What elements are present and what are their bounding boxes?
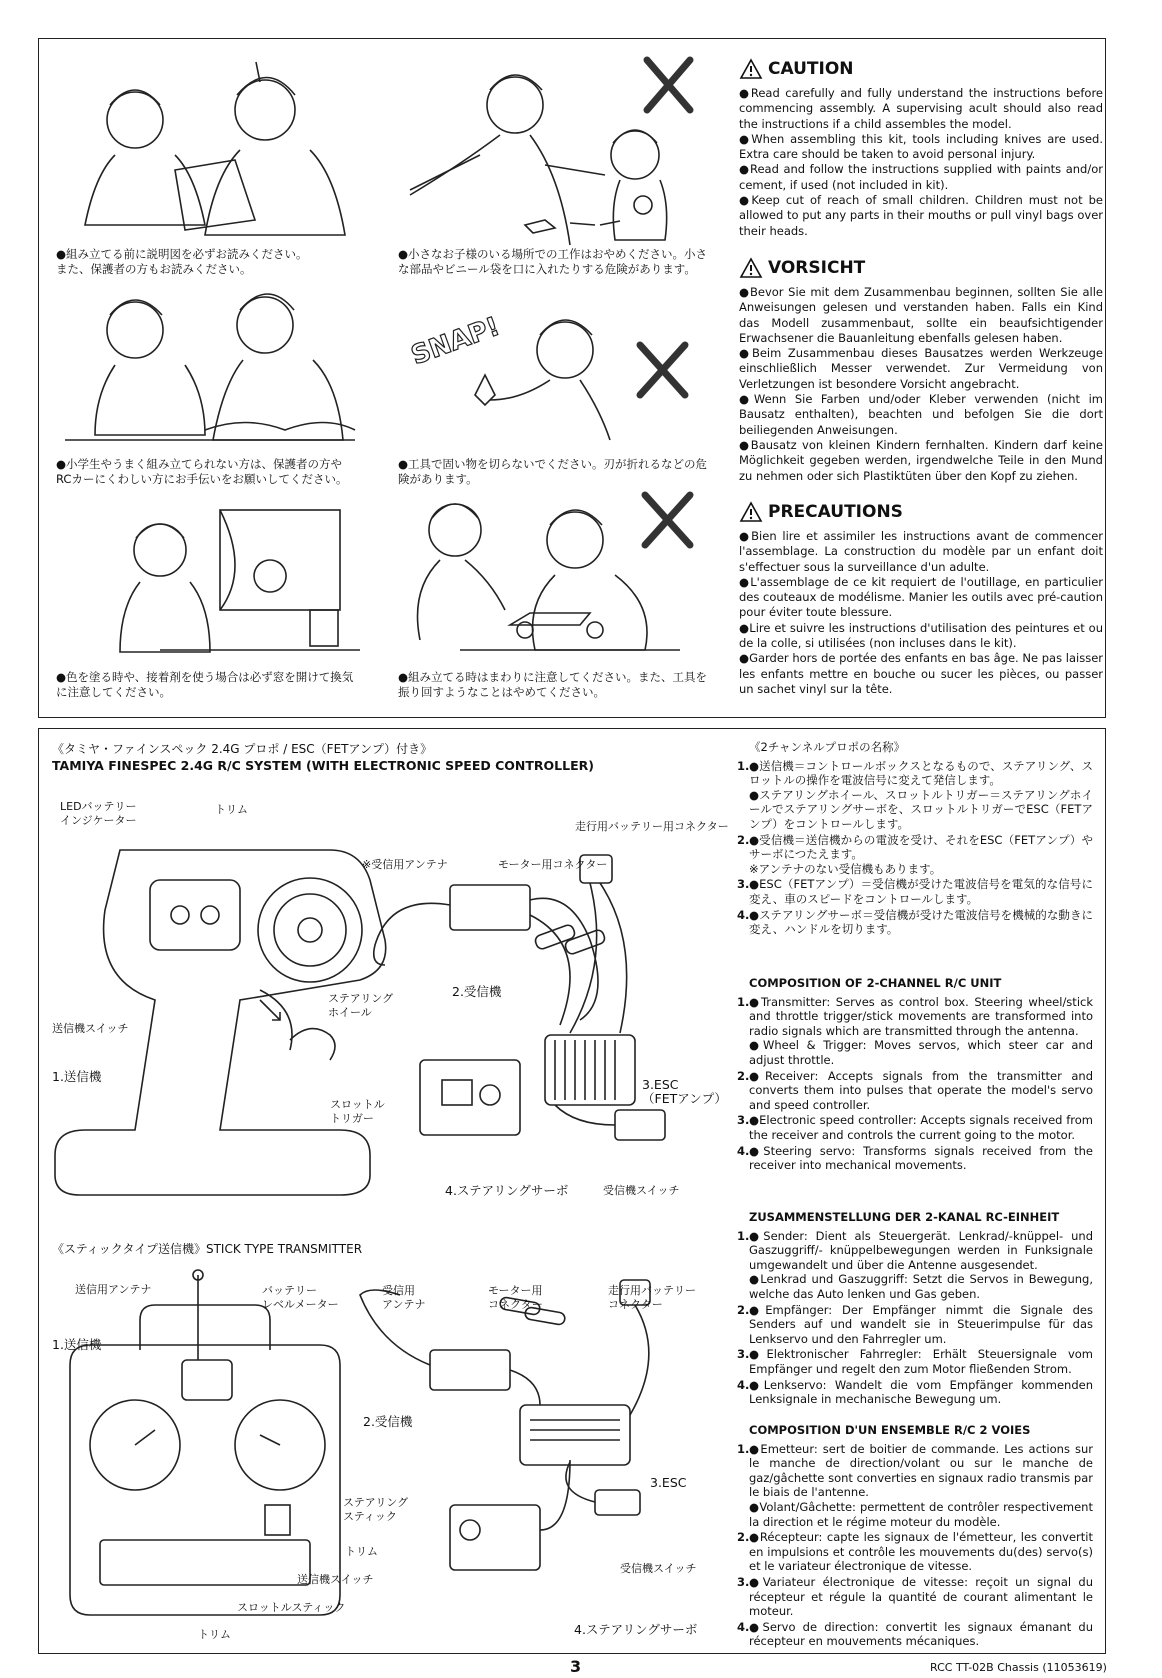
section-jp [737,740,1093,938]
list-item: 4. ●Steering servo: Transforms signals received from the receiver into mechanical movements. [737,1143,1093,1173]
vorsicht-item: ●Beim Zusammenbau dieses Bausatzes werden Werkzeuge einschließlich Messer verwendet. Zur Vermeidung von Verletzungen ist besondere Vorsicht angebracht. [739,346,1103,391]
list-item: 3. ●Variateur électronique de vitesse: reçoit un signal du récepteur et régule la quantité de courant alimentant le moteur. [737,1574,1093,1619]
precautions-item: ●L'assemblage de ce kit requiert de l'outillage, en particulier des couteaux de modélisme. Manier les outils avec pré-caution pour éviter toute blessure. [739,574,1103,620]
model-code: RCC TT-02B Chassis (11053619) [930,1661,1107,1674]
section-jp-title: 《2チャンネルプロポの名称》 [749,740,906,754]
section-fr-title: COMPOSITION D'UN ENSEMBLE R/C 2 VOIES [749,1423,1031,1437]
label-steering-stick: ステアリング スティック [343,1496,409,1523]
label-throttle-trigger: スロットル トリガー [330,1098,385,1125]
label-receiver-2: 2.受信機 [363,1414,413,1429]
list-item: 3. ●Elektronischer Fahrregler: Erhält Steuersignale vom Empfänger und regelt den zum Motor fließenden Strom. [737,1347,1093,1376]
label-steering-wheel: ステアリング ホイール [328,992,394,1019]
label-battery-connector-2: 走行用バッテリー コネクター [608,1284,696,1311]
label-esc-2: 3.ESC [650,1475,687,1490]
label-trim-2: トリム [198,1628,231,1641]
illustration-snapping-tool [400,295,700,445]
list-item: 4. ●ステアリングサーボ＝受信機が受けた電波信号を機械的な動きに変え、ハンドルを切ります。 [737,907,1093,937]
label-steering-servo-2: 4.ステアリングサーボ [574,1622,698,1637]
precautions-item: ●Lire et suivre les instructions d'utilisation des peintures et ou de la colle, si utilisées (non incluses dans le kit). [739,620,1103,651]
vorsicht-body [739,285,1103,484]
illustration-read-instructions [55,60,355,240]
cross-icon [640,345,685,395]
precautions-heading [740,502,903,522]
stick-title: 《スティックタイプ送信機》STICK TYPE TRANSMITTER [52,1242,363,1256]
list-item: 1. ●送信機＝コントロールボックスとなるもので、ステアリング、スロットルの操作を電波信号に変えて発信します。 ●ステアリングホイール、スロットルトリガー＝ステアリングホイールでステアリングサーボを、スロットルトリガーでESC（FETアンプ）をコントロールします。 [737,758,1093,831]
label-tx-antenna: 送信用アンテナ [75,1283,152,1296]
label-rx-switch-2: 受信機スイッチ [620,1562,697,1575]
warning-triangle-icon [740,59,762,79]
label-motor-connector-2: モーター用 コネクター [488,1284,543,1311]
list-item: 3. ●ESC（FETアンプ）＝受信機が受けた電波信号を電気的な信号に変え、車のスピードをコントロールします。 [737,877,1093,906]
label-throttle-stick: スロットルスティック [237,1601,346,1614]
caution-heading [740,59,854,79]
list-item: 1. ●Transmitter: Serves as control box. Steering wheel/stick and throttle trigger/stick movements are transformed into radio signals which are transmitted through the antenna. ●Wheel & Trigger: Moves servos, which steer car and adjust throttle. [737,994,1093,1067]
caution-item: ●Read carefully and fully understand the instructions before commencing assembly. A supervising acult should also read the instructions if a child assembles the model. [739,86,1103,131]
system-title-jp: 《タミヤ・ファインスペック 2.4G プロポ / ESC（FETアンプ）付き》 [52,742,433,756]
list-item: 4. ●Servo de direction: convertit les signaux émanant du récepteur en mouvements mécaniques. [737,1619,1093,1649]
caution-title: CAUTION [768,59,854,79]
system-title-en: TAMIYA FINESPEC 2.4G R/C SYSTEM (WITH ELECTRONIC SPEED CONTROLLER) [52,758,594,773]
caption-6: ●組み立てる時はまわりに注意してください。また、工具を振り回すようなことはやめてください。 [398,670,708,699]
list-item: 2. ●Empfänger: Der Empfänger nimmt die Signale des Senders auf und wandelt sie in Steuerimpulse für das Lenkservo und den Fahrregler um. [737,1302,1093,1346]
illustration-adult-help [55,280,355,450]
cross-icon [647,60,690,110]
snap-text: SNAP! [407,311,504,372]
precautions-item: ●Garder hors de portée des enfants en bas âge. Ne pas laisser les enfants mettre en bouche ou sucer les pièces, ou passer un sachet vinyl sur la tête. [739,651,1103,696]
vorsicht-item: ●Bevor Sie mit dem Zusammenbau beginnen, sollten Sie alle Anweisungen gelesen und verstanden haben. Falls ein Kind das Modell zusammenbaut, sollte ein beaufsichtigender Erwachsener die Bauanleitung ebenfalls gelesen haben. [739,285,1103,345]
caption-3: ●色を塗る時や、接着剤を使う場合は必ず窓を開けて換気に注意してください。 [56,670,354,699]
caution-item: ●Read and follow the instructions supplied with paints and/or cement, if used (not included in kit). [739,162,1103,192]
list-item: 3. ●Electronic speed controller: Accepts signals received from the receiver and controls the current going to the motor. [737,1113,1093,1142]
label-motor-connector: モーター用コネクター [498,858,608,871]
caption-1: ●組み立てる前に説明図を必ずお読みください。 また、保護者の方もお読みください。 [56,247,308,276]
section-de-title: ZUSAMMENSTELLUNG DER 2-KANAL RC-EINHEIT [749,1210,1060,1224]
label-receiver: 2.受信機 [452,984,502,999]
list-item: 4. ●Lenkservo: Wandelt die vom Empfänger kommenden Lenksignale in mechanische Bewegung um. [737,1377,1093,1407]
precautions-body [739,529,1103,697]
list-item: 2. ●Receiver: Accepts signals from the transmitter and converts them into pulses that operate the model's servo and speed controller. [737,1068,1093,1112]
label-esc: 3.ESC （FETアンプ） [642,1077,727,1106]
warning-triangle-icon [740,502,762,522]
list-item: 2. ●受信機＝送信機からの電波を受け、それをESC（FETアンプ）やサーボにつたえます。 ※アンテナのない受信機もあります。 [737,832,1093,876]
label-battery-connector: 走行用バッテリー用コネクター [575,820,729,833]
caution-item: ●When assembling this kit, tools including knives are used. Extra care should be taken to avoid personal injury. [739,131,1103,162]
list-item: 1. ●Emetteur: sert de boitier de commande. Les actions sur le manche de direction/volant ou sur le manche de gaz/gâchette sont converties en signaux radio transmis par le biais de l'antenne. ●Volant/Gâchette: permettent de contrôler respectivement la direction et le régime moteur du modèle. [737,1441,1093,1529]
page-number: 3 [570,1657,582,1676]
vorsicht-item: ●Bausatz von kleinen Kindern fernhalten. Kindern darf keine Möglichkeit gegeben werden, irgendwelche Teile in den Mund zu nehmen oder sich Plastiktüten über den Kopf zu ziehen. [739,437,1103,483]
illustration-swinging-tools [400,490,710,660]
precautions-title: PRECAUTIONS [768,502,903,522]
label-antenna: ※受信用アンテナ [362,858,448,871]
label-rx-antenna: 受信用 アンテナ [382,1284,426,1311]
section-fr [737,1423,1093,1650]
vorsicht-item: ●Wenn Sie Farben und/oder Kleber verwenden (nicht im Bausatz enthalten), beachten und befolgen Sie die dort beiliegenden Anweisungen. [739,392,1103,437]
label-transmitter: 1.送信機 [52,1069,102,1084]
section-en-title: COMPOSITION OF 2-CHANNEL R/C UNIT [749,976,1002,990]
caution-body [739,86,1103,239]
caution-item: ●Keep cut of reach of small children. Children must not be allowed to put any parts in their mouths or pull vinyl bags over their heads. [739,193,1103,238]
cross-icon [645,495,690,545]
stick-transmitter-diagram [60,1270,720,1640]
caption-5: ●工具で固い物を切らないでください。刃が折れるなどの危険があります。 [398,457,708,486]
warning-triangle-icon [740,258,762,278]
caption-2: ●小学生やうまく組み立てられない方は、保護者の方やRCカーにくわしい方にお手伝いをお願いしてください。 [56,457,348,486]
label-steering-servo: 4.ステアリングサーボ [445,1183,569,1198]
label-tx-switch-2: 送信機スイッチ [297,1573,374,1586]
label-trim-1: トリム [345,1545,378,1558]
list-item: 2. ●Récepteur: capte les signaux de l'émetteur, les convertit en impulsions et contrôle les mouvements du(des) servo(s) et le variateur électronique de vitesse. [737,1530,1093,1574]
label-led-indicator: LEDバッテリー インジケーター [60,800,137,827]
section-de [737,1210,1093,1408]
illustration-small-children [385,55,705,250]
section-en [737,976,1093,1174]
caption-4: ●小さなお子様のいる場所での工作はおやめください。小さな部品やビニール袋を口に入れたりする危険があります。 [398,247,708,276]
label-rx-switch: 受信機スイッチ [603,1184,680,1197]
precautions-item: ●Bien lire et assimiler les instructions avant de commencer l'assemblage. La construction du modèle par un enfant doit s'effectuer sous la surveillance d'un adulte. [739,529,1103,574]
label-tx-switch: 送信機スイッチ [52,1022,129,1035]
label-transmitter-2: 1.送信機 [52,1337,102,1352]
vorsicht-title: VORSICHT [768,258,866,278]
vorsicht-heading [740,258,865,278]
label-trim: トリム [215,803,248,816]
list-item: 1. ●Sender: Dient als Steuergerät. Lenkrad/-knüppel- und Gaszuggriff/- knüppelbewegungen werden in Funksignale umgewandelt und über die Antenne ausgesendet. ●Lenkrad und Gaszuggriff: Setzt die Servos in Bewegung, welche das Auto lenken und Gas geben. [737,1228,1093,1301]
label-battery-meter: バッテリー レベルメーター [262,1284,339,1311]
illustration-ventilation [100,500,360,660]
